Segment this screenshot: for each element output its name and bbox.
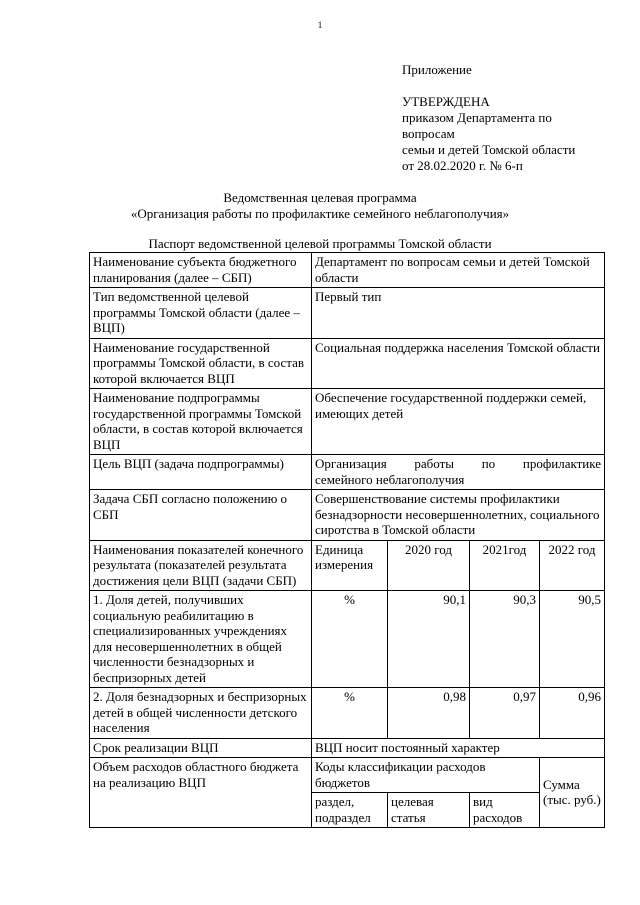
indicator-unit: % — [312, 591, 388, 688]
unit-header: Единица измерения — [312, 540, 388, 591]
budget-header-row — [90, 758, 605, 793]
approval-date: от 28.02.2020 г. № 6-п — [402, 158, 523, 173]
row-label: Тип ведомственной целевой программы Томской области (далее – ВЦП) — [90, 288, 312, 339]
indicators-label: Наименования показателей конечного результата (показателей результата достижения цели ВЦП (задачи СБП) — [90, 540, 312, 591]
indicator-value-2021: 90,3 — [470, 591, 540, 688]
table-row — [90, 738, 605, 758]
passport-table — [89, 252, 605, 828]
indicator-value-2022: 0,96 — [540, 688, 605, 739]
program-title-line-1: Ведомственная целевая программа — [223, 190, 417, 205]
row-value — [312, 455, 605, 490]
appendix-label: Приложение — [402, 62, 472, 77]
term-value: ВЦП носит постоянный характер — [312, 738, 605, 758]
codes-header: Коды классификации расходов бюджетов — [312, 758, 540, 793]
approval-block — [402, 62, 622, 174]
row-value: Социальная поддержка населения Томской области — [312, 338, 605, 389]
target-article-header: целевая статья — [388, 793, 470, 828]
indicator-row — [90, 591, 605, 688]
indicator-unit: % — [312, 688, 388, 739]
passport-title: Паспорт ведомственной целевой программы Томской области — [148, 236, 492, 251]
approved-heading: УТВЕРЖДЕНА — [402, 94, 490, 109]
row-label: Наименование государственной программы Томской области, в состав которой включается ВЦП — [90, 338, 312, 389]
indicator-value-2021: 0,97 — [470, 688, 540, 739]
goal-line-2: семейного неблагополучия — [315, 471, 465, 487]
approval-line-2: вопросам — [402, 126, 455, 141]
row-label: Задача СБП согласно положению о СБП — [90, 490, 312, 541]
row-label: Цель ВЦП (задача подпрограммы) — [90, 455, 312, 490]
table-row — [90, 288, 605, 339]
expense-type-header: вид расходов — [470, 793, 540, 828]
row-label: Наименование субъекта бюджетного планирования (далее – СБП) — [90, 253, 312, 288]
section-header: раздел, подраздел — [312, 793, 388, 828]
row-value: Департамент по вопросам семьи и детей Томской области — [312, 253, 605, 288]
program-title-line-2: «Организация работы по профилактике семейного неблагополучия» — [130, 206, 510, 221]
indicator-name: 2. Доля безнадзорных и беспризорных детей в общей численности детского населения — [90, 688, 312, 739]
indicator-value-2020: 0,98 — [388, 688, 470, 739]
table-row — [90, 253, 605, 288]
year-header-2020: 2020 год — [388, 540, 470, 591]
indicator-value-2020: 90,1 — [388, 591, 470, 688]
table-row — [90, 338, 605, 389]
row-label: Наименование подпрограммы государственной программы Томской области, в состав которой включается ВЦП — [90, 389, 312, 455]
indicator-row — [90, 688, 605, 739]
table-row — [90, 389, 605, 455]
indicators-header-row — [90, 540, 605, 591]
row-value: Первый тип — [312, 288, 605, 339]
sum-header: Сумма (тыс. руб.) — [540, 758, 605, 828]
program-title — [0, 190, 640, 222]
budget-label: Объем расходов областного бюджета на реализацию ВЦП — [90, 758, 312, 828]
table-row — [90, 490, 605, 541]
approval-line-3: семьи и детей Томской области — [402, 142, 576, 157]
approval-line-1: приказом Департамента по — [402, 110, 552, 125]
table-row — [90, 455, 605, 490]
page-number: 1 — [317, 20, 323, 30]
indicator-value-2022: 90,5 — [540, 591, 605, 688]
row-value: Обеспечение государственной поддержки семей, имеющих детей — [312, 389, 605, 455]
term-label: Срок реализации ВЦП — [90, 738, 312, 758]
row-value: Совершенствование системы профилактики безнадзорности несовершеннолетних, социального сиротства в Томской области — [312, 490, 605, 541]
goal-line-1: Организация работы по профилактике — [315, 456, 602, 471]
indicator-name: 1. Доля детей, получивших социальную реабилитацию в специализированных учреждениях для несовершеннолетних в общей численности безнадзорных и беспризорных детей — [90, 591, 312, 688]
year-header-2022: 2022 год — [540, 540, 605, 591]
year-header-2021: 2021год — [470, 540, 540, 591]
